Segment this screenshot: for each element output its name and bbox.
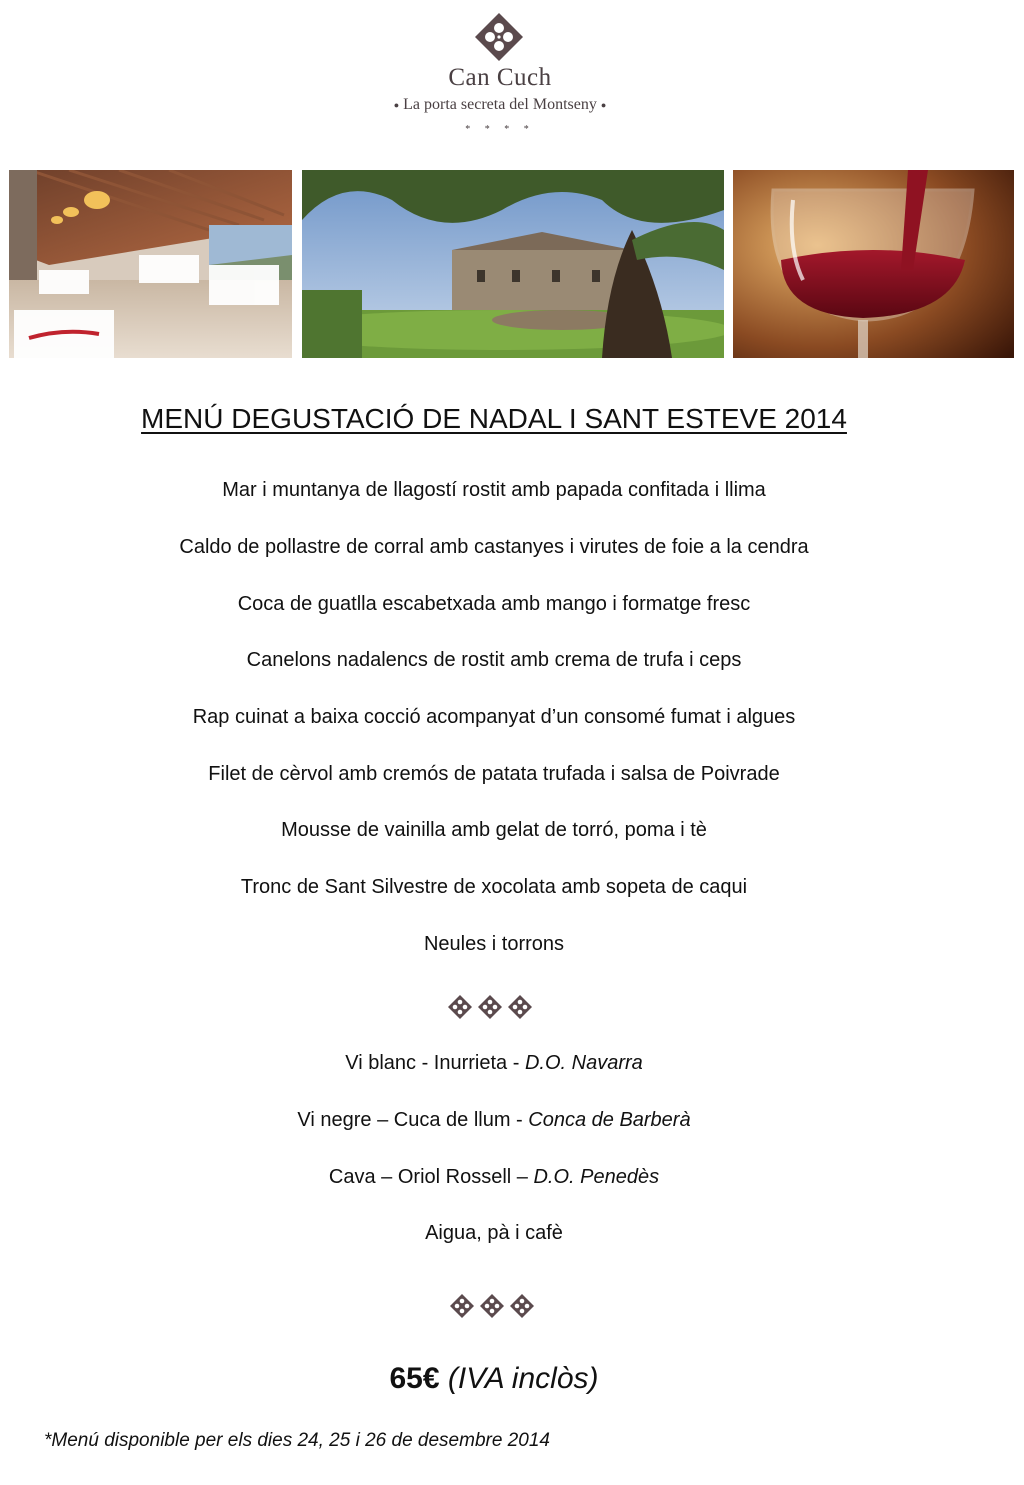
drink-origin: D.O. Navarra bbox=[524, 1052, 643, 1074]
bullet-dot-icon: ● bbox=[600, 100, 607, 111]
dish-item: Coca de guatlla escabetxada amb mango i formatge fresc bbox=[237, 593, 751, 615]
tagline-text: La porta secreta del Montseny bbox=[403, 96, 597, 113]
dish-item: Caldo de pollastre de corral amb castanyes i virutes de foie a la cendra bbox=[179, 536, 809, 558]
ornament-divider-icon bbox=[444, 993, 544, 1021]
stone-farmhouse-photo bbox=[302, 170, 724, 358]
price-amount: 65€ bbox=[389, 1362, 440, 1395]
drink-item bbox=[0, 1222, 988, 1245]
drink-origin: Conca de Barberà bbox=[528, 1109, 691, 1131]
bullet-dot-icon: ● bbox=[393, 100, 400, 111]
drink-label: Vi negre – Cuca de llum - bbox=[297, 1109, 529, 1131]
red-wine-glass-photo bbox=[733, 170, 1014, 358]
drink-item bbox=[0, 1052, 988, 1075]
drink-label: Cava – Oriol Rossell – bbox=[328, 1166, 534, 1188]
availability-footnote: *Menú disponible per els dies 24, 25 i 26 de desembre 2014 bbox=[44, 1430, 550, 1451]
diamond-flower-logo-icon bbox=[474, 12, 524, 62]
header bbox=[0, 0, 1024, 140]
drink-item bbox=[0, 1166, 988, 1189]
dish-item: Rap cuinat a baixa cocció acompanyat d’un consomé fumat i algues bbox=[192, 706, 796, 728]
menu-title: MENÚ DEGUSTACIÓ DE NADAL I SANT ESTEVE 2014 bbox=[141, 403, 847, 434]
dish-item: Neules i torrons bbox=[423, 933, 565, 955]
rating-stars: * * * * bbox=[465, 124, 535, 135]
ornament-divider-icon bbox=[446, 1292, 546, 1320]
dish-item: Tronc de Sant Silvestre de xocolata amb sopeta de caqui bbox=[240, 876, 748, 898]
drink-label: Aigua, pà i cafè bbox=[425, 1222, 563, 1244]
brand-name: Can Cuch bbox=[448, 64, 552, 91]
dish-item: Mar i muntanya de llagostí rostit amb papada confitada i llima bbox=[222, 479, 766, 501]
restaurant-dining-room-photo bbox=[9, 170, 292, 358]
drink-origin: D.O. Penedès bbox=[533, 1166, 660, 1188]
drink-label: Vi blanc - Inurrieta - bbox=[345, 1052, 525, 1074]
drink-item bbox=[0, 1109, 988, 1132]
dish-item: Canelons nadalencs de rostit amb crema de trufa i ceps bbox=[246, 649, 742, 671]
menu-price bbox=[0, 1362, 988, 1396]
price-note: (IVA inclòs) bbox=[447, 1362, 599, 1395]
dish-item: Mousse de vainilla amb gelat de torró, poma i tè bbox=[281, 819, 707, 841]
brand-tagline bbox=[0, 96, 1000, 114]
dish-item: Filet de cèrvol amb cremós de patata trufada i salsa de Poivrade bbox=[208, 763, 780, 785]
